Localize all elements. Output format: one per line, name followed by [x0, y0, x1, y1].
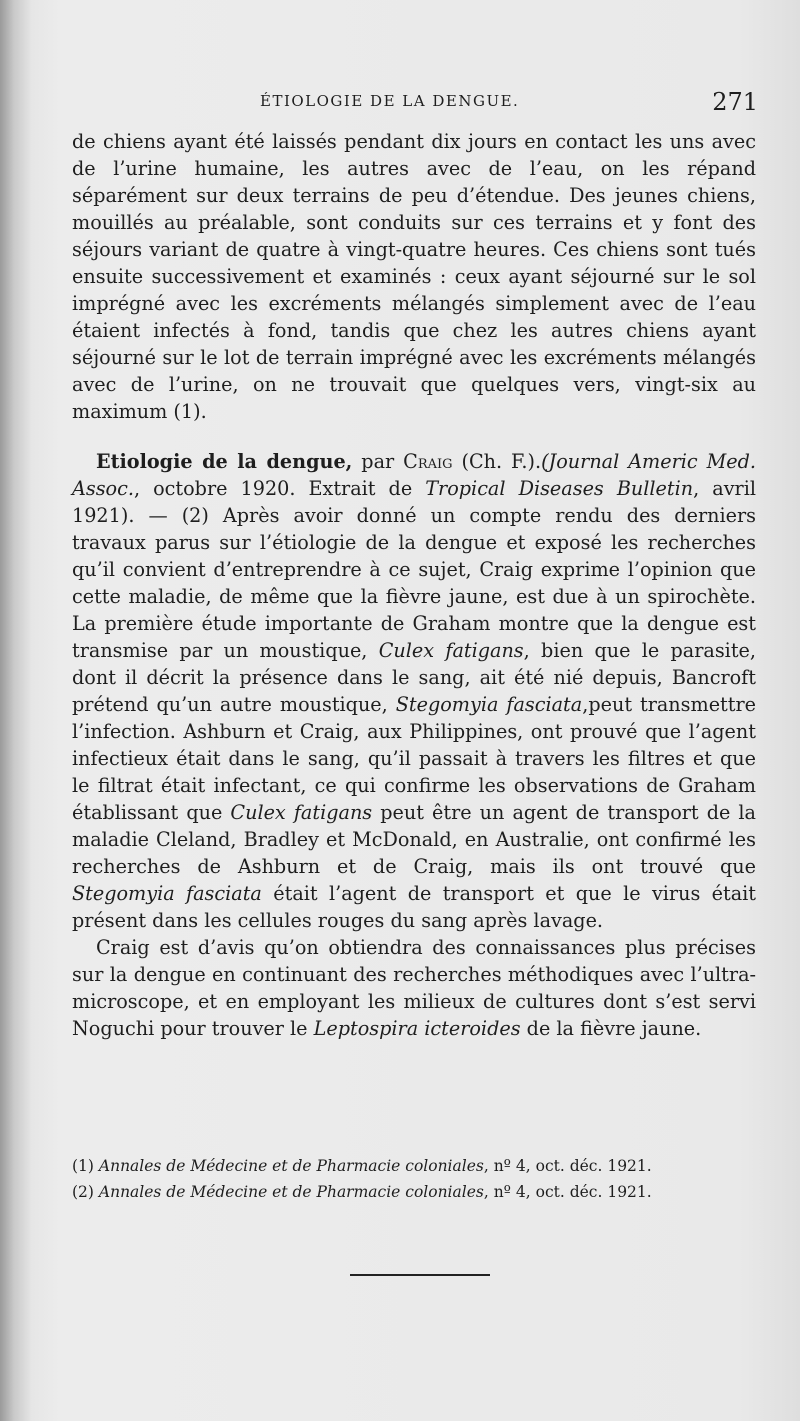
conclusion-text-2: de la fièvre jaune.	[520, 1017, 702, 1040]
footnote-details: , nº 4, oct. déc. 1921.	[483, 1157, 652, 1175]
page-number: 271	[712, 88, 758, 116]
article-entry	[72, 448, 756, 934]
article-text-3: ,peut transmettre l’infection. Ashburn et Craig, aux Philippines, ont prouvé que l’agent infectieux était dans le sang, qu’il passait à travers les filtres et que le filtrat était infectant, ce qui confirme les observations de Graham établissant que	[72, 693, 757, 824]
article-journal: (Journal Americ Med. Assoc.	[72, 450, 756, 500]
species-stegomyia-2: Stegomyia fasciata	[72, 882, 262, 905]
end-rule	[350, 1274, 490, 1276]
paragraph-conclusion	[72, 934, 756, 1042]
article-text-1: (2) Après avoir donné un compte rendu des derniers travaux parus sur l’étiologie de la dengue et exposé les recherches qu’il convient d’entreprendre à ce sujet, Craig exprime l’opinion que cette maladie, de même que la fièvre jaune, est due à un spirochète. La première étude importante de Graham montre que la dengue est transmise par un moustique,	[72, 504, 756, 662]
article-author-initials: (Ch. F.).	[452, 450, 542, 473]
page-body	[72, 128, 756, 1042]
species-leptospira: Leptospira icteroides	[313, 1017, 521, 1040]
footnotes	[72, 1156, 756, 1208]
footnote-mark: (2)	[72, 1183, 99, 1201]
species-culex-2: Culex fatigans	[230, 801, 373, 824]
footnote-source: Annales de Médecine et de Pharmacie coloniales	[98, 1157, 484, 1175]
article-author: Craig	[403, 450, 453, 473]
article-title: Etiologie de la dengue,	[96, 450, 353, 473]
article-date1: , octobre 1920. Extrait de	[133, 477, 426, 500]
article-bulletin: Tropical Diseases Bulletin	[425, 477, 694, 500]
footnote-source: Annales de Médecine et de Pharmacie coloniales	[98, 1183, 484, 1201]
article-date2: , avril 1921). —	[72, 477, 756, 527]
species-culex-1: Culex fatigans	[378, 639, 524, 662]
paragraph-continued: de chiens ayant été laissés pendant dix jours en contact les uns avec de l’urine humaine, les autres avec de l’eau, on les répand séparément sur deux terrains de peu d’étendue. Des jeunes chiens, mouillés au préalable, sont conduits sur ces terrains et y font des séjours variant de quatre à vingt-quatre heures. Ces chiens sont tués ensuite successivement et examinés : ceux ayant séjourné sur le sol imprégné avec les excréments mélangés simplement avec de l’eau étaient infectés à fond, tandis que chez les autres chiens ayant séjourné sur le lot de terrain imprégné avec les excréments mélangés avec de l’urine, on ne trouvait que quelques vers, vingt-six au maximum (1).	[72, 130, 756, 423]
footnote-2	[72, 1182, 756, 1203]
article-text-5: était l’agent de transport et que le virus était présent dans les cellules rouges du sang après lavage.	[72, 882, 757, 932]
footnote-details: , nº 4, oct. déc. 1921.	[483, 1183, 652, 1201]
running-head: ÉTIOLOGIE DE LA DENGUE.	[260, 92, 520, 110]
page-header	[72, 88, 758, 118]
species-stegomyia-1: Stegomyia fasciata	[395, 693, 583, 716]
footnote-mark: (1)	[72, 1157, 99, 1175]
article-text-2: , bien que le parasite, dont il décrit la présence dans le sang, ait été nié depuis, Bancroft prétend qu’un autre moustique,	[72, 639, 756, 716]
section-gap	[72, 425, 756, 448]
article-text-4: peut être un agent de transport de la maladie Cleland, Bradley et McDonald, en Australie, ont confirmé les recherches de Ashburn et de Craig, mais ils ont trouvé que	[72, 801, 756, 878]
footnote-1	[72, 1156, 756, 1177]
article-by: par	[352, 450, 404, 473]
conclusion-text-1: Craig est d’avis qu’on obtiendra des connaissances plus précises sur la dengue en continuant des recherches méthodiques avec l’ultra-microscope, et en employant les milieux de cultures dont s’est servi Noguchi pour trouver le	[72, 936, 756, 1040]
